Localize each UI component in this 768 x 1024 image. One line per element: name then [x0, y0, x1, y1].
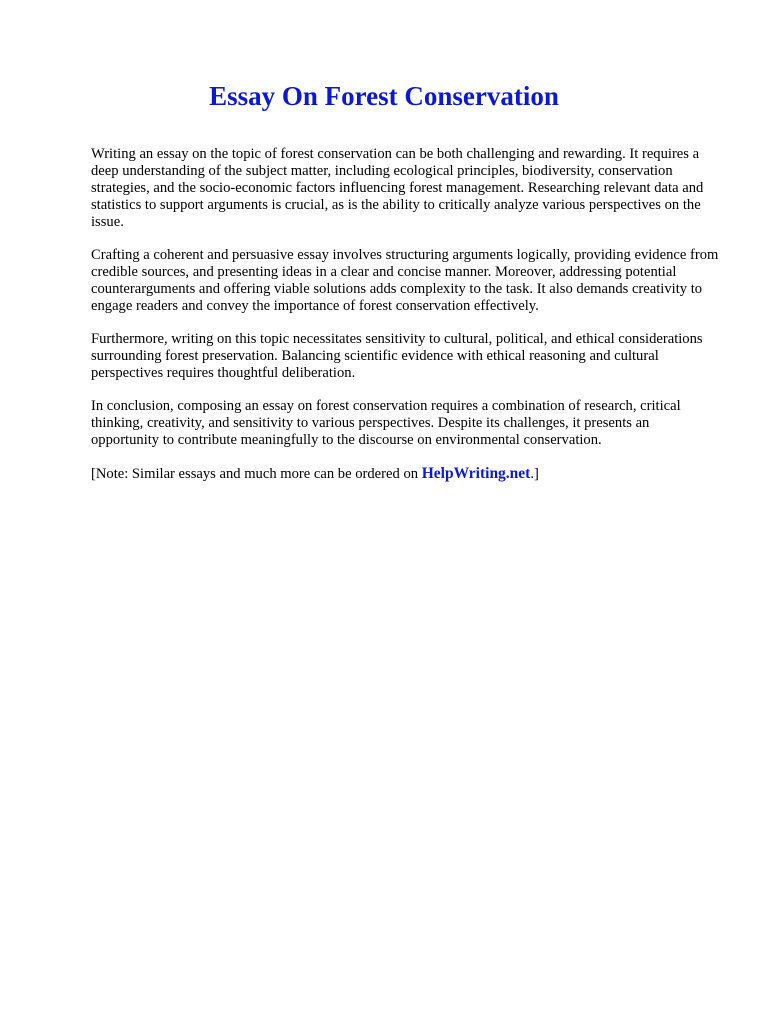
paragraph-3: Furthermore, writing on this topic necessitates sensitivity to cultural, political, and ethical considerations surrounding forest preservation. Balancing scientific evidence with ethical reasoning and cultural perspectives requires thoughtful deliberation. — [91, 331, 703, 381]
paragraph-4: In conclusion, composing an essay on forest conservation requires a combination of research, critical thinking, creativity, and sensitivity to various perspectives. Despite its challenges, it presents an opportunity to contribute meaningfully to the discourse on environmental conservation. — [91, 398, 681, 448]
paragraph-1: Writing an essay on the topic of forest conservation can be both challenging and rewarding. It requires a deep understanding of the subject matter, including ecological principles, biodiversity, conservation strategies, and the socio-economic factors influencing forest management. Researching relevant data and statistics to support arguments is crucial, as is the ability to critically analyze various perspectives on the issue. — [91, 146, 704, 230]
note-prefix: [Note: Similar essays and much more can be ordered on — [91, 466, 422, 482]
paragraph-2: Crafting a coherent and persuasive essay involves structuring arguments logically, providing evidence from credible sources, and presenting ideas in a clear and concise manner. Moreover, addressing potential counterarguments and offering viable solutions adds complexity to the task. It also demands creativity to engage readers and convey the importance of forest conservation effectively. — [91, 247, 719, 314]
page-title: Essay On Forest Conservation — [209, 81, 559, 111]
essay-body — [91, 146, 721, 499]
helpwriting-link[interactable]: HelpWriting.net — [421, 465, 531, 482]
note-paragraph — [91, 465, 721, 483]
note-suffix: .] — [530, 466, 539, 482]
